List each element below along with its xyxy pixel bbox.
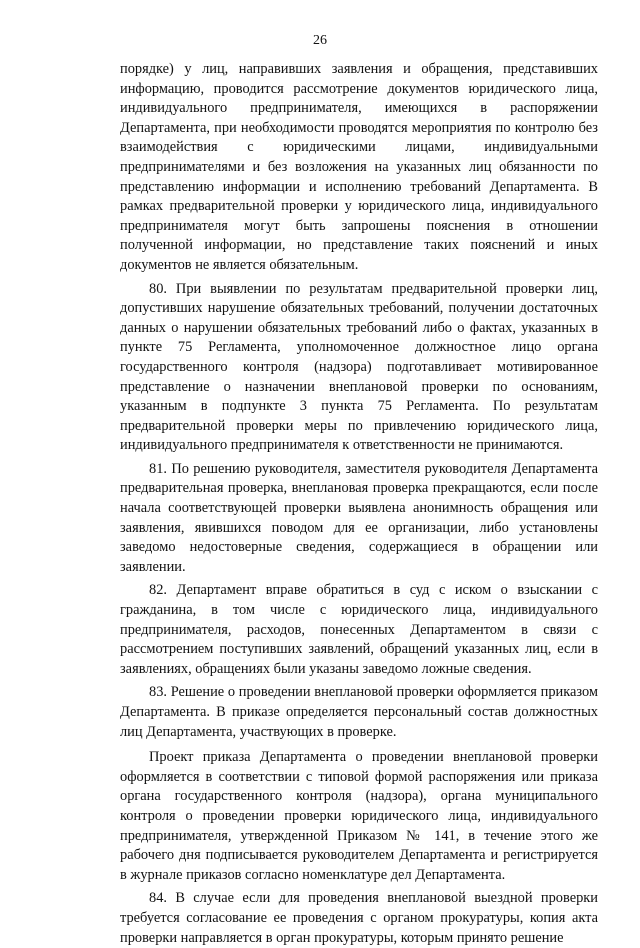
paragraph-83: 83. Решение о проведении внеплановой проверки оформляется приказом Департамента. В приказе определяется персональный состав должностных лиц Департамента, участвующих в проверке.	[120, 684, 598, 740]
document-body	[120, 60, 598, 948]
paragraph-83-draft-order: Проект приказа Департамента о проведении внеплановой проверки оформляется в соответствии с типовой формой распоряжения или приказа органа государственного контроля (надзора), органа муниципального контроля о проведении проверки юридического лица, индивидуального предпринимателя, утвержденной Приказом № 141, в течение этого же рабочего дня подписывается руководителем Департамента и регистрируется в журнале приказов согласно номенклатуре дел Департамента.	[120, 749, 598, 883]
paragraph-82: 82. Департамент вправе обратиться в суд с иском о взыскании с гражданина, в том числе с юридического лица, индивидуального предпринимателя, расходов, понесенных Департаментом в связи с рассмотрением поступивших заявлений, обращений указанных лиц, если в заявлениях, обращениях были указаны заведомо ложные сведения.	[120, 582, 598, 677]
paragraph-80: 80. При выявлении по результатам предварительной проверки лиц, допустивших нарушение обязательных требований, получении достаточных данных о нарушении обязательных требований либо о фактах, указанных в пункте 75 Регламента, уполномоченное должностное лицо органа государственного контроля (надзора) подготавливает мотивированное представление о назначении внеплановой проверки по основаниям, указанным в подпункте 3 пункта 75 Регламента. По результатам предварительной проверки меры по привлечению юридического лица, индивидуального предпринимателя к ответственности не принимаются.	[120, 280, 598, 454]
paragraph-81: 81. По решению руководителя, заместителя руководителя Департамента предварительная проверка, внеплановая проверка прекращаются, если после начала соответствующей проверки выявлена анонимность обращения или заявления, явившихся поводом для ее организации, либо установлены заведомо недостоверные сведения, содержащиеся в обращении или заявлении.	[120, 460, 598, 575]
paragraph-84: 84. В случае если для проведения внеплановой выездной проверки требуется согласование ее проведения с органом прокуратуры, копия акта проверки направляется в орган прокуратуры, которым принято решение	[120, 890, 598, 946]
paragraph-continuation: порядке) у лиц, направивших заявления и обращения, представивших информацию, проводится рассмотрение документов юридического лица, индивидуального предпринимателя, имеющихся в распоряжении Департамента, при необходимости проводятся мероприятия по контролю без взаимодействия с юридическими лицами, индивидуальными предпринимателями и без возложения на указанных лиц обязанности по представлению информации и исполнению требований Департамента. В рамках предварительной проверки у юридического лица, индивидуального предпринимателя могут быть запрошены пояснения в отношении полученной информации, но представление таких пояснений и иных документов не является обязательным.	[120, 61, 598, 273]
page-number: 26	[313, 33, 327, 48]
